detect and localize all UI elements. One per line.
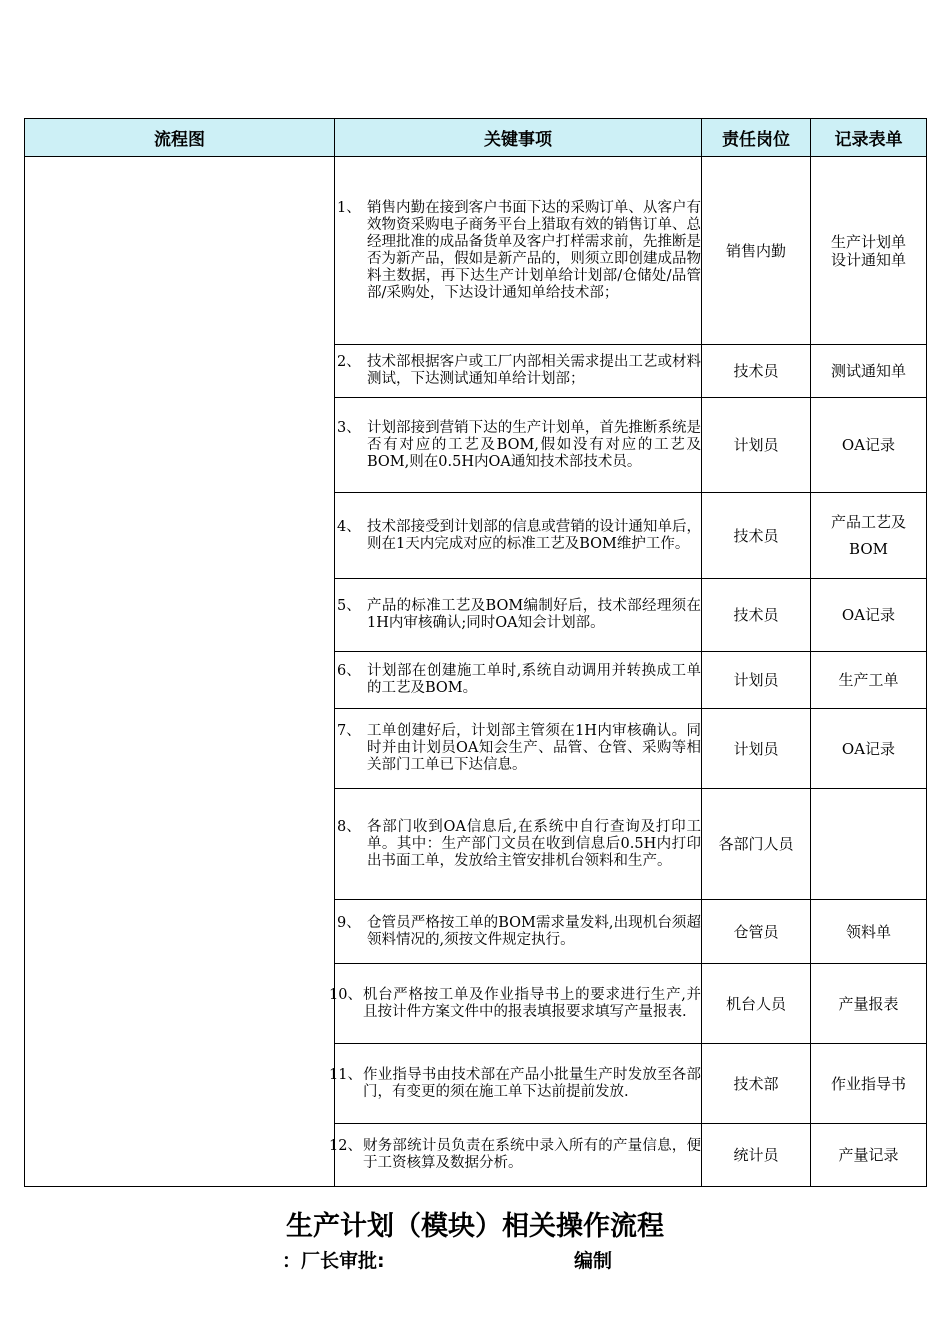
item-text: 计划部在创建施工单时,系统自动调用并转换成工单的工艺及BOM。 xyxy=(367,663,701,696)
record-form-cell: OA记录 xyxy=(811,709,927,789)
item-number: 12、 xyxy=(329,1138,362,1154)
record-form-cell: 生产计划单 设计通知单 xyxy=(811,157,927,345)
responsible-post-cell: 机台人员 xyxy=(702,964,811,1044)
process-table xyxy=(24,118,927,1187)
header-responsible-post: 责任岗位 xyxy=(702,119,811,157)
record-form-cell: 作业指导书 xyxy=(811,1044,927,1124)
responsible-post-cell: 计划员 xyxy=(702,709,811,789)
item-number: 11、 xyxy=(329,1066,362,1083)
item-number: 4、 xyxy=(337,518,361,535)
key-item-cell xyxy=(335,157,702,345)
item-text: 工单创建好后，计划部主管须在1H内审核确认。同时并由计划员OA知会生产、品管、仓管、采购等相关部门工单已下达信息。 xyxy=(367,723,701,773)
item-text: 作业指导书由技术部在产品小批量生产时发放至各部门，有变更的须在施工单下达前提前发放. xyxy=(363,1066,701,1100)
record-form-cell: OA记录 xyxy=(811,398,927,493)
key-item-cell xyxy=(335,579,702,652)
item-number: 1、 xyxy=(337,199,361,216)
key-item-cell xyxy=(329,1044,702,1124)
key-item-cell xyxy=(335,900,702,964)
responsible-post-cell: 技术员 xyxy=(702,345,811,398)
record-form-cell: OA记录 xyxy=(811,579,927,652)
responsible-post-cell: 仓管员 xyxy=(702,900,811,964)
record-form-cell: 产量报表 xyxy=(811,964,927,1044)
responsible-post-cell: 各部门人员 xyxy=(702,789,811,900)
factory-director-approval-label: ：厂长审批: xyxy=(282,1250,385,1272)
item-number: 5、 xyxy=(337,598,361,614)
responsible-post-cell: 计划员 xyxy=(702,398,811,493)
item-text: 计划部接到营销下达的生产计划单，首先推断系统是否有对应的工艺及BOM,假如没有对应的工艺及BOM,则在0.5H内OA通知技术部技术员。 xyxy=(367,419,701,470)
key-item-cell xyxy=(335,652,702,709)
record-form-cell: 生产工单 xyxy=(811,652,927,709)
key-item-cell xyxy=(335,789,702,900)
responsible-post-cell: 技术部 xyxy=(702,1044,811,1124)
key-item-cell xyxy=(335,398,702,493)
item-number: 3、 xyxy=(337,419,361,436)
key-item-cell xyxy=(335,345,702,398)
responsible-post-cell: 统计员 xyxy=(702,1124,811,1187)
record-form-cell: 产量记录 xyxy=(811,1124,927,1187)
item-number: 10、 xyxy=(329,986,362,1003)
item-text: 销售内勤在接到客户书面下达的采购订单、从客户有效物资采购电子商务平台上猎取有效的销售订单、总经理批准的成品备货单及客户打样需求前，先推断是否为新产品，假如是新产品的，则须立即创建成品物料主数据，再下达生产计划单给计划部/仓储处/品管部/采购处，下达设计通知单给技术部； xyxy=(367,199,701,301)
header-record-form: 记录表单 xyxy=(811,119,927,157)
item-text: 机台严格按工单及作业指导书上的要求进行生产,并且按计件方案文件中的报表填报要求填写产量报表. xyxy=(363,986,701,1020)
header-key-items: 关键事项 xyxy=(335,119,702,157)
key-item-cell xyxy=(329,964,702,1044)
item-number: 9、 xyxy=(337,914,361,931)
record-form-cell: 领料单 xyxy=(811,900,927,964)
table-header-row xyxy=(25,119,927,157)
key-item-cell xyxy=(335,493,702,579)
table-row xyxy=(25,157,927,345)
document-title: 生产计划（模块）相关操作流程 xyxy=(286,1211,664,1242)
item-text: 各部门收到OA信息后,在系统中自行查询及打印工单。其中：生产部门文员在收到信息后0.5H内打印出书面工单，发放给主管安排机台领料和生产。 xyxy=(367,818,701,869)
item-number: 6、 xyxy=(337,663,361,679)
prepared-by-label: 编制 xyxy=(574,1250,613,1272)
key-item-cell xyxy=(329,1124,702,1187)
record-form-cell: 测试通知单 xyxy=(811,345,927,398)
key-item-cell xyxy=(335,709,702,789)
item-number: 2、 xyxy=(337,354,361,370)
item-text: 产品的标准工艺及BOM编制好后，技术部经理须在1H内审核确认;同时OA知会计划部。 xyxy=(367,598,701,631)
responsible-post-cell: 技术员 xyxy=(702,579,811,652)
item-number: 8、 xyxy=(337,818,361,835)
item-text: 财务部统计员负责在系统中录入所有的产量信息，便于工资核算及数据分析。 xyxy=(363,1138,701,1171)
header-flowchart: 流程图 xyxy=(25,119,335,157)
item-text: 技术部接受到计划部的信息或营销的设计通知单后，则在1天内完成对应的标准工艺及BOM维护工作。 xyxy=(367,518,701,552)
responsible-post-cell: 技术员 xyxy=(702,493,811,579)
responsible-post-cell: 计划员 xyxy=(702,652,811,709)
responsible-post-cell: 销售内勤 xyxy=(702,157,811,345)
record-form-cell: 产品工艺及 BOM xyxy=(811,493,927,579)
item-text: 仓管员严格按工单的BOM需求量发料,出现机台须超领料情况的,须按文件规定执行。 xyxy=(367,914,701,948)
item-text: 技术部根据客户或工厂内部相关需求提出工艺或材料测试，下达测试通知单给计划部； xyxy=(367,354,701,387)
flowchart-cell xyxy=(25,157,335,1187)
item-number: 7、 xyxy=(337,723,361,739)
record-form-cell xyxy=(811,789,927,900)
